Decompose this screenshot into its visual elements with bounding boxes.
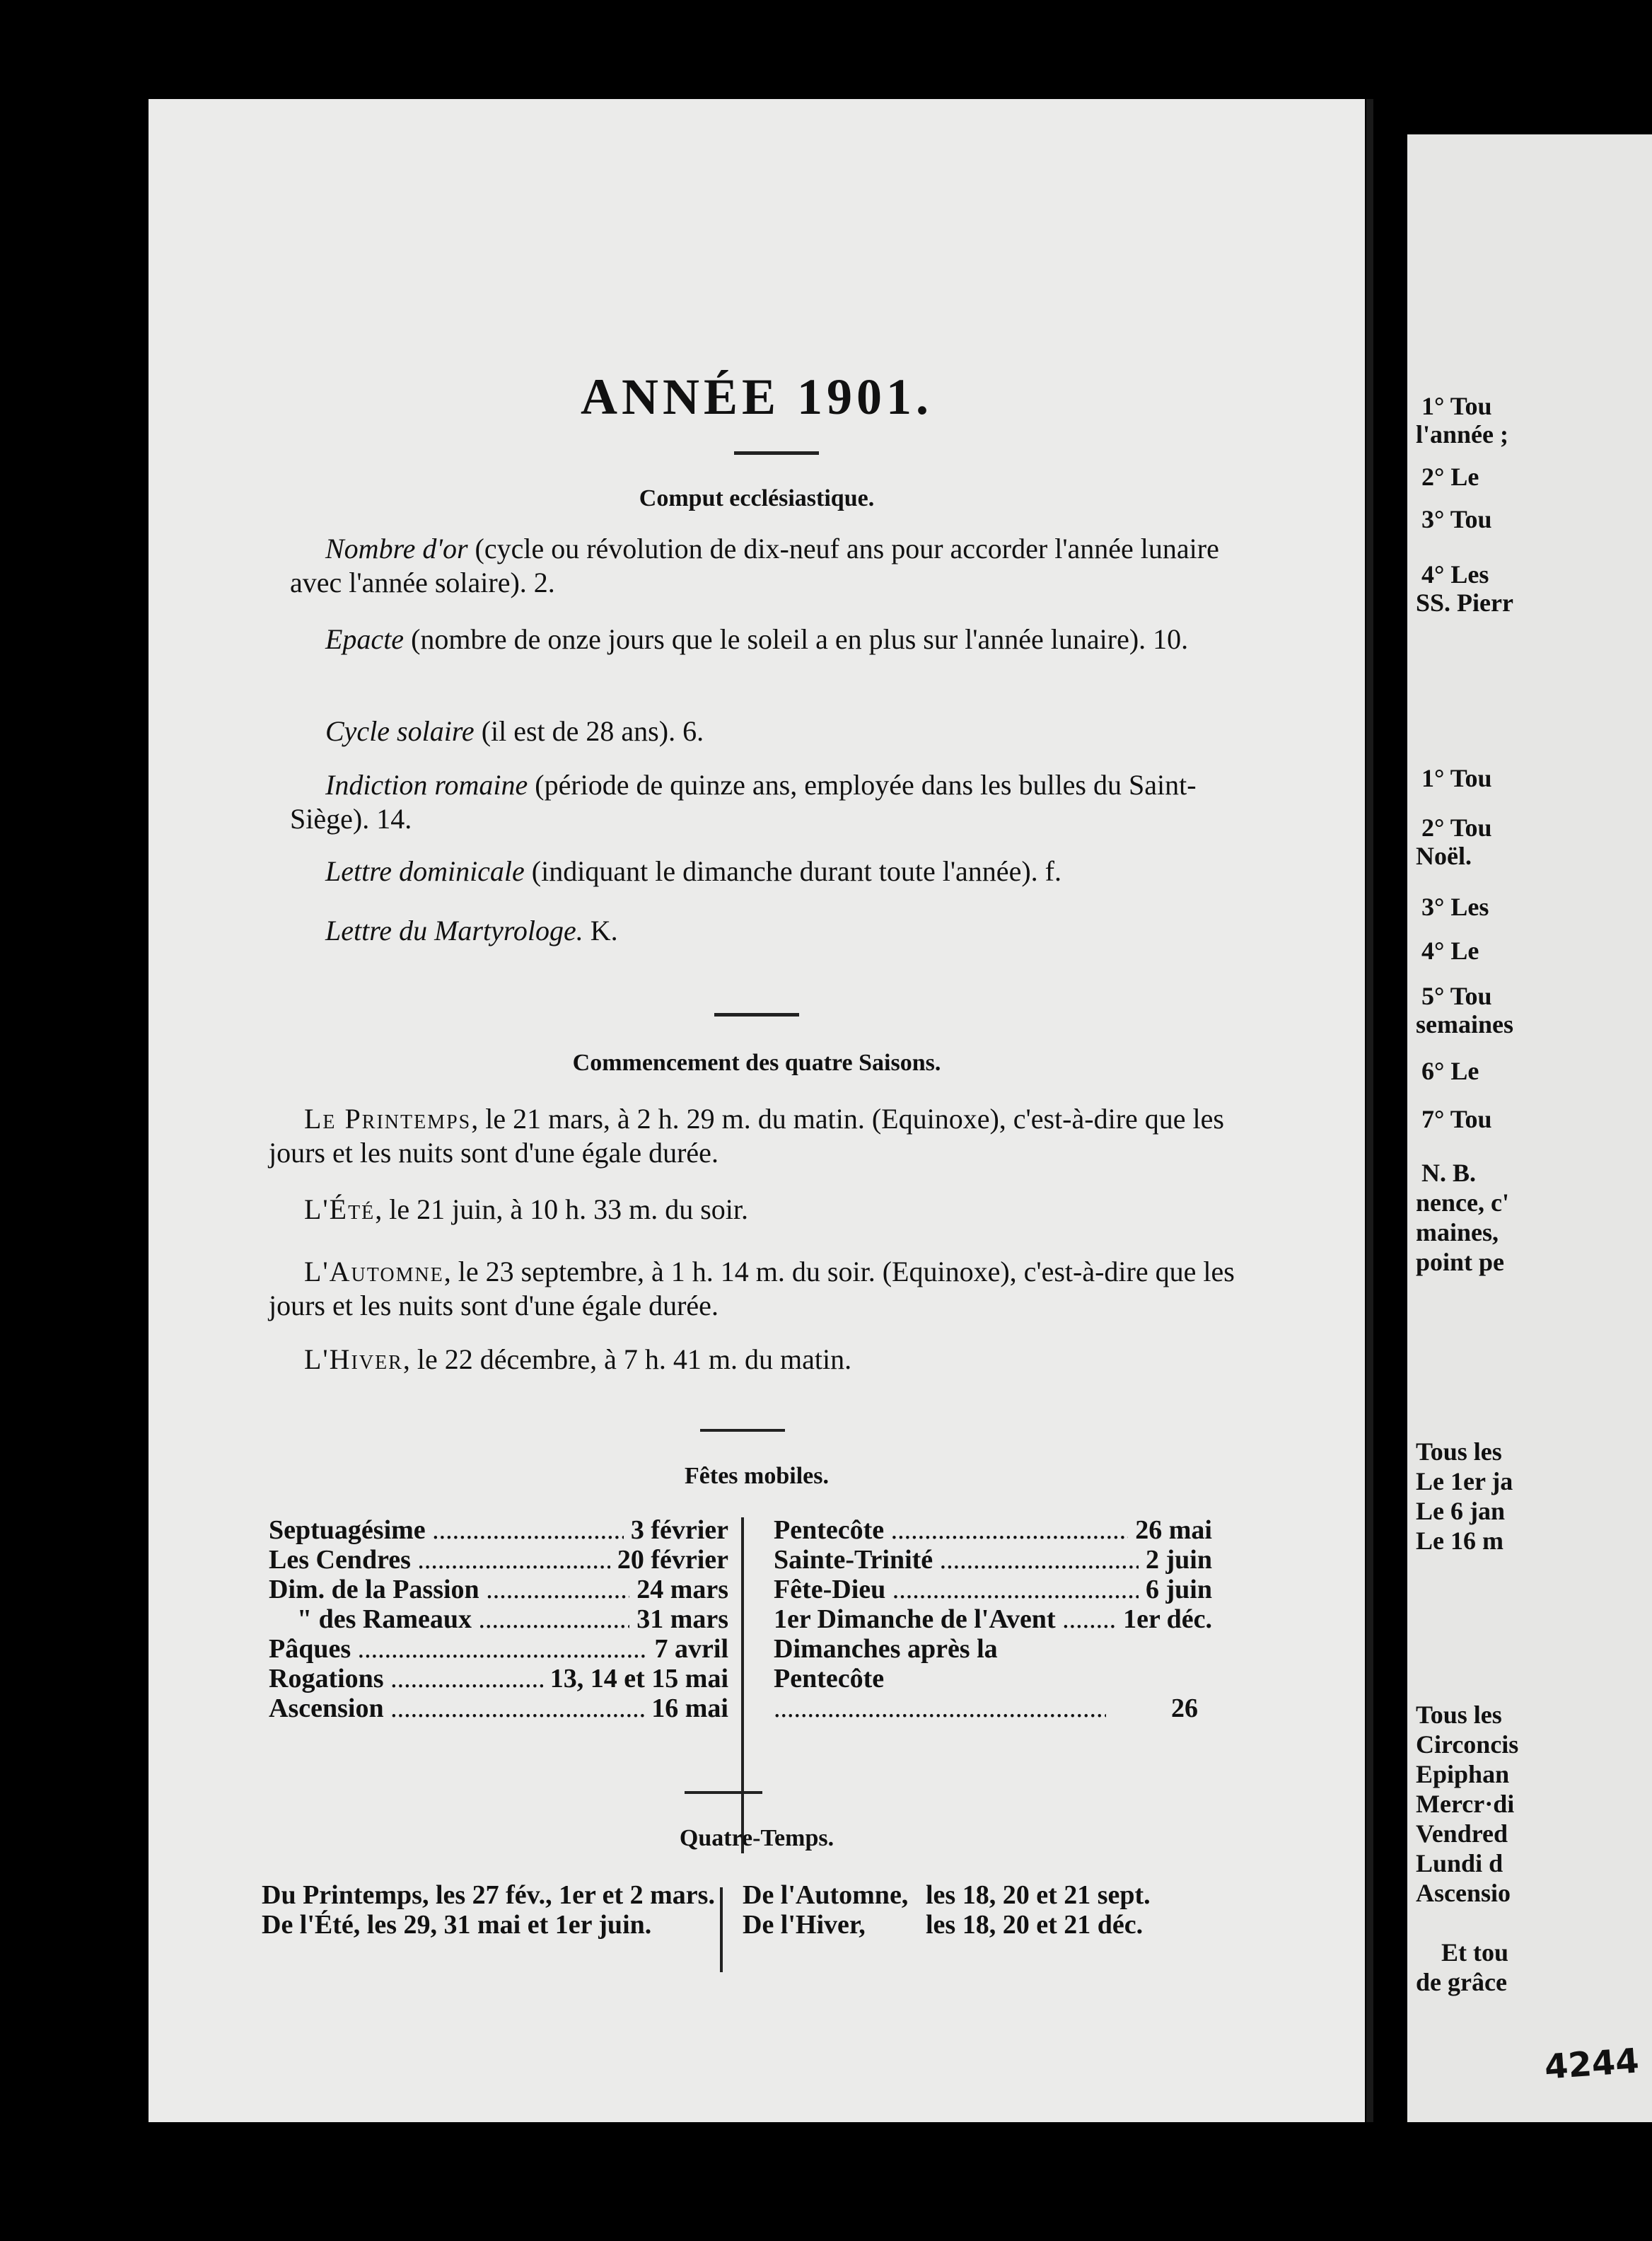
- right-page-line: 3° Les: [1421, 893, 1489, 921]
- season-item: Le Printemps, le 21 mars, à 2 h. 29 m. du matin. (Equinoxe), c'est-à-dire que les jours et les nuits sont d'une égale durée.: [269, 1103, 1224, 1169]
- quatre-temps-item: De l'Automne, les 18, 20 et 21 sept.: [743, 1880, 1151, 1910]
- right-page-line: Mercr·di: [1416, 1790, 1515, 1818]
- fete-row: Fête-Dieu ..... 6 juin: [774, 1575, 1212, 1604]
- right-page-line: 5° Tou: [1421, 982, 1492, 1010]
- comput-item: Epacte (nombre de onze jours que le soleil a en plus sur l'année lunaire). 10.: [325, 623, 1189, 655]
- right-page-line: point pe: [1416, 1248, 1505, 1276]
- right-page-line: Le 1er ja: [1416, 1467, 1513, 1495]
- quatre-temps-heading: Quatre-Temps.: [679, 1825, 834, 1851]
- fete-row: Pentecôte ..... 26 mai: [774, 1515, 1212, 1545]
- right-page-line: semaines: [1416, 1010, 1513, 1038]
- comput-item: Lettre du Martyrologe. K.: [325, 915, 618, 946]
- divider: [734, 451, 819, 455]
- fetes-left-column: [269, 1515, 728, 1723]
- right-page-line: 4° Le: [1421, 937, 1479, 965]
- fetes-right-column: [774, 1515, 1212, 1723]
- fete-row: Ascension ..... 16 mai: [269, 1693, 728, 1723]
- right-page-line: Noël.: [1416, 842, 1472, 870]
- comput-term: Lettre du Martyrologe.: [325, 915, 583, 946]
- season-item: L'Été, le 21 juin, à 10 h. 33 m. du soir.: [304, 1193, 749, 1225]
- comput-item: Indiction romaine (période de quinze ans, employée dans les bulles du Saint-Siège). 14.: [290, 769, 1197, 835]
- fete-row: Septuagésime ..... 3 février: [269, 1515, 728, 1545]
- right-page-line: 3° Tou: [1421, 505, 1492, 533]
- right-page-line: Lundi d: [1416, 1849, 1503, 1877]
- fete-row: 1er Dimanche de l'Avent ..... 1er déc.: [774, 1604, 1212, 1634]
- right-page-line: 1° Tou: [1421, 764, 1492, 792]
- quatre-temps-item: De l'Été, les 29, 31 mai et 1er juin.: [262, 1910, 652, 1940]
- right-page-line: maines,: [1416, 1218, 1499, 1246]
- right-page-line: Circoncis: [1416, 1730, 1519, 1759]
- comput-term: Cycle solaire: [325, 715, 475, 747]
- fete-row: " des Rameaux ..... 31 mars: [269, 1604, 728, 1634]
- season-name: L'Automne: [304, 1256, 444, 1287]
- right-page-line: 7° Tou: [1421, 1105, 1492, 1133]
- comput-item: Cycle solaire (il est de 28 ans). 6.: [325, 715, 704, 747]
- right-page-line: de grâce: [1416, 1968, 1507, 1996]
- divider: [685, 1791, 762, 1794]
- right-page-line: 1° Tou: [1421, 392, 1492, 420]
- fete-row: Pâques ..... 7 avril: [269, 1634, 728, 1664]
- fetes-heading: Fêtes mobiles.: [685, 1463, 829, 1489]
- archive-stamp: 4244: [1543, 2041, 1641, 2087]
- left-page: [149, 99, 1365, 2122]
- right-page-line: Ascensio: [1416, 1879, 1511, 1907]
- fete-row: Dimanches après la Pentecôte ..... 26: [774, 1634, 1212, 1723]
- quatre-temps-left: [262, 1880, 728, 1940]
- right-page-line: Tous les: [1416, 1701, 1502, 1729]
- quatre-temps-right: [743, 1880, 1223, 1940]
- right-page-line: Vendred: [1416, 1819, 1508, 1848]
- fete-row: Les Cendres ..... 20 février: [269, 1545, 728, 1575]
- right-page-line: Le 16 m: [1416, 1527, 1503, 1555]
- right-page-line: Et tou: [1441, 1938, 1509, 1967]
- right-page-line: 6° Le: [1421, 1057, 1479, 1085]
- right-page-line: SS. Pierr: [1416, 589, 1513, 617]
- divider: [714, 1013, 799, 1017]
- comput-heading: Comput ecclésiastique.: [639, 485, 875, 511]
- fete-row: Rogations ..... 13, 14 et 15 mai: [269, 1664, 728, 1693]
- saisons-heading: Commencement des quatre Saisons.: [572, 1050, 941, 1076]
- right-page-line: 2° Le: [1421, 463, 1479, 491]
- fete-row: Sainte-Trinité ..... 2 juin: [774, 1545, 1212, 1575]
- page-title: ANNÉE 1901.: [580, 369, 933, 425]
- season-name: L'Hiver: [304, 1343, 403, 1375]
- right-page-line: Le 6 jan: [1416, 1497, 1505, 1525]
- comput-term: Indiction romaine: [325, 769, 528, 801]
- column-separator: [741, 1517, 744, 1853]
- comput-term: Epacte: [325, 623, 405, 655]
- right-page-line: l'année ;: [1416, 420, 1508, 448]
- right-page-line: nence, c': [1416, 1188, 1509, 1217]
- fete-row: Dim. de la Passion ..... 24 mars: [269, 1575, 728, 1604]
- right-page: [1407, 134, 1652, 2122]
- right-page-line: Tous les: [1416, 1437, 1502, 1466]
- comput-term: Lettre dominicale: [325, 855, 525, 887]
- quatre-temps-item: De l'Hiver, les 18, 20 et 21 déc.: [743, 1910, 1144, 1940]
- comput-term: Nombre d'or: [325, 533, 468, 564]
- right-page-line: 2° Tou: [1421, 813, 1492, 842]
- season-item: L'Automne, le 23 septembre, à 1 h. 14 m. du soir. (Equinoxe), c'est-à-dire que les jours et les nuits sont d'une égale durée.: [269, 1256, 1235, 1321]
- page-gutter: [1366, 99, 1373, 2122]
- right-page-line: N. B.: [1421, 1159, 1477, 1187]
- season-name: Le Printemps: [304, 1103, 472, 1135]
- season-item: L'Hiver, le 22 décembre, à 7 h. 41 m. du matin.: [304, 1343, 852, 1375]
- quatre-temps-item: Du Printemps, les 27 fév., 1er et 2 mars.: [262, 1880, 715, 1910]
- comput-item: Lettre dominicale (indiquant le dimanche durant toute l'année). f.: [325, 855, 1061, 887]
- comput-item: Nombre d'or (cycle ou révolution de dix-neuf ans pour accorder l'année lunaire avec l'année solaire). 2.: [290, 533, 1219, 598]
- column-separator: [720, 1887, 723, 1972]
- divider: [700, 1429, 785, 1432]
- right-page-line: Epiphan: [1416, 1760, 1510, 1788]
- season-name: L'Été: [304, 1193, 376, 1225]
- right-page-line: 4° Les: [1421, 560, 1489, 589]
